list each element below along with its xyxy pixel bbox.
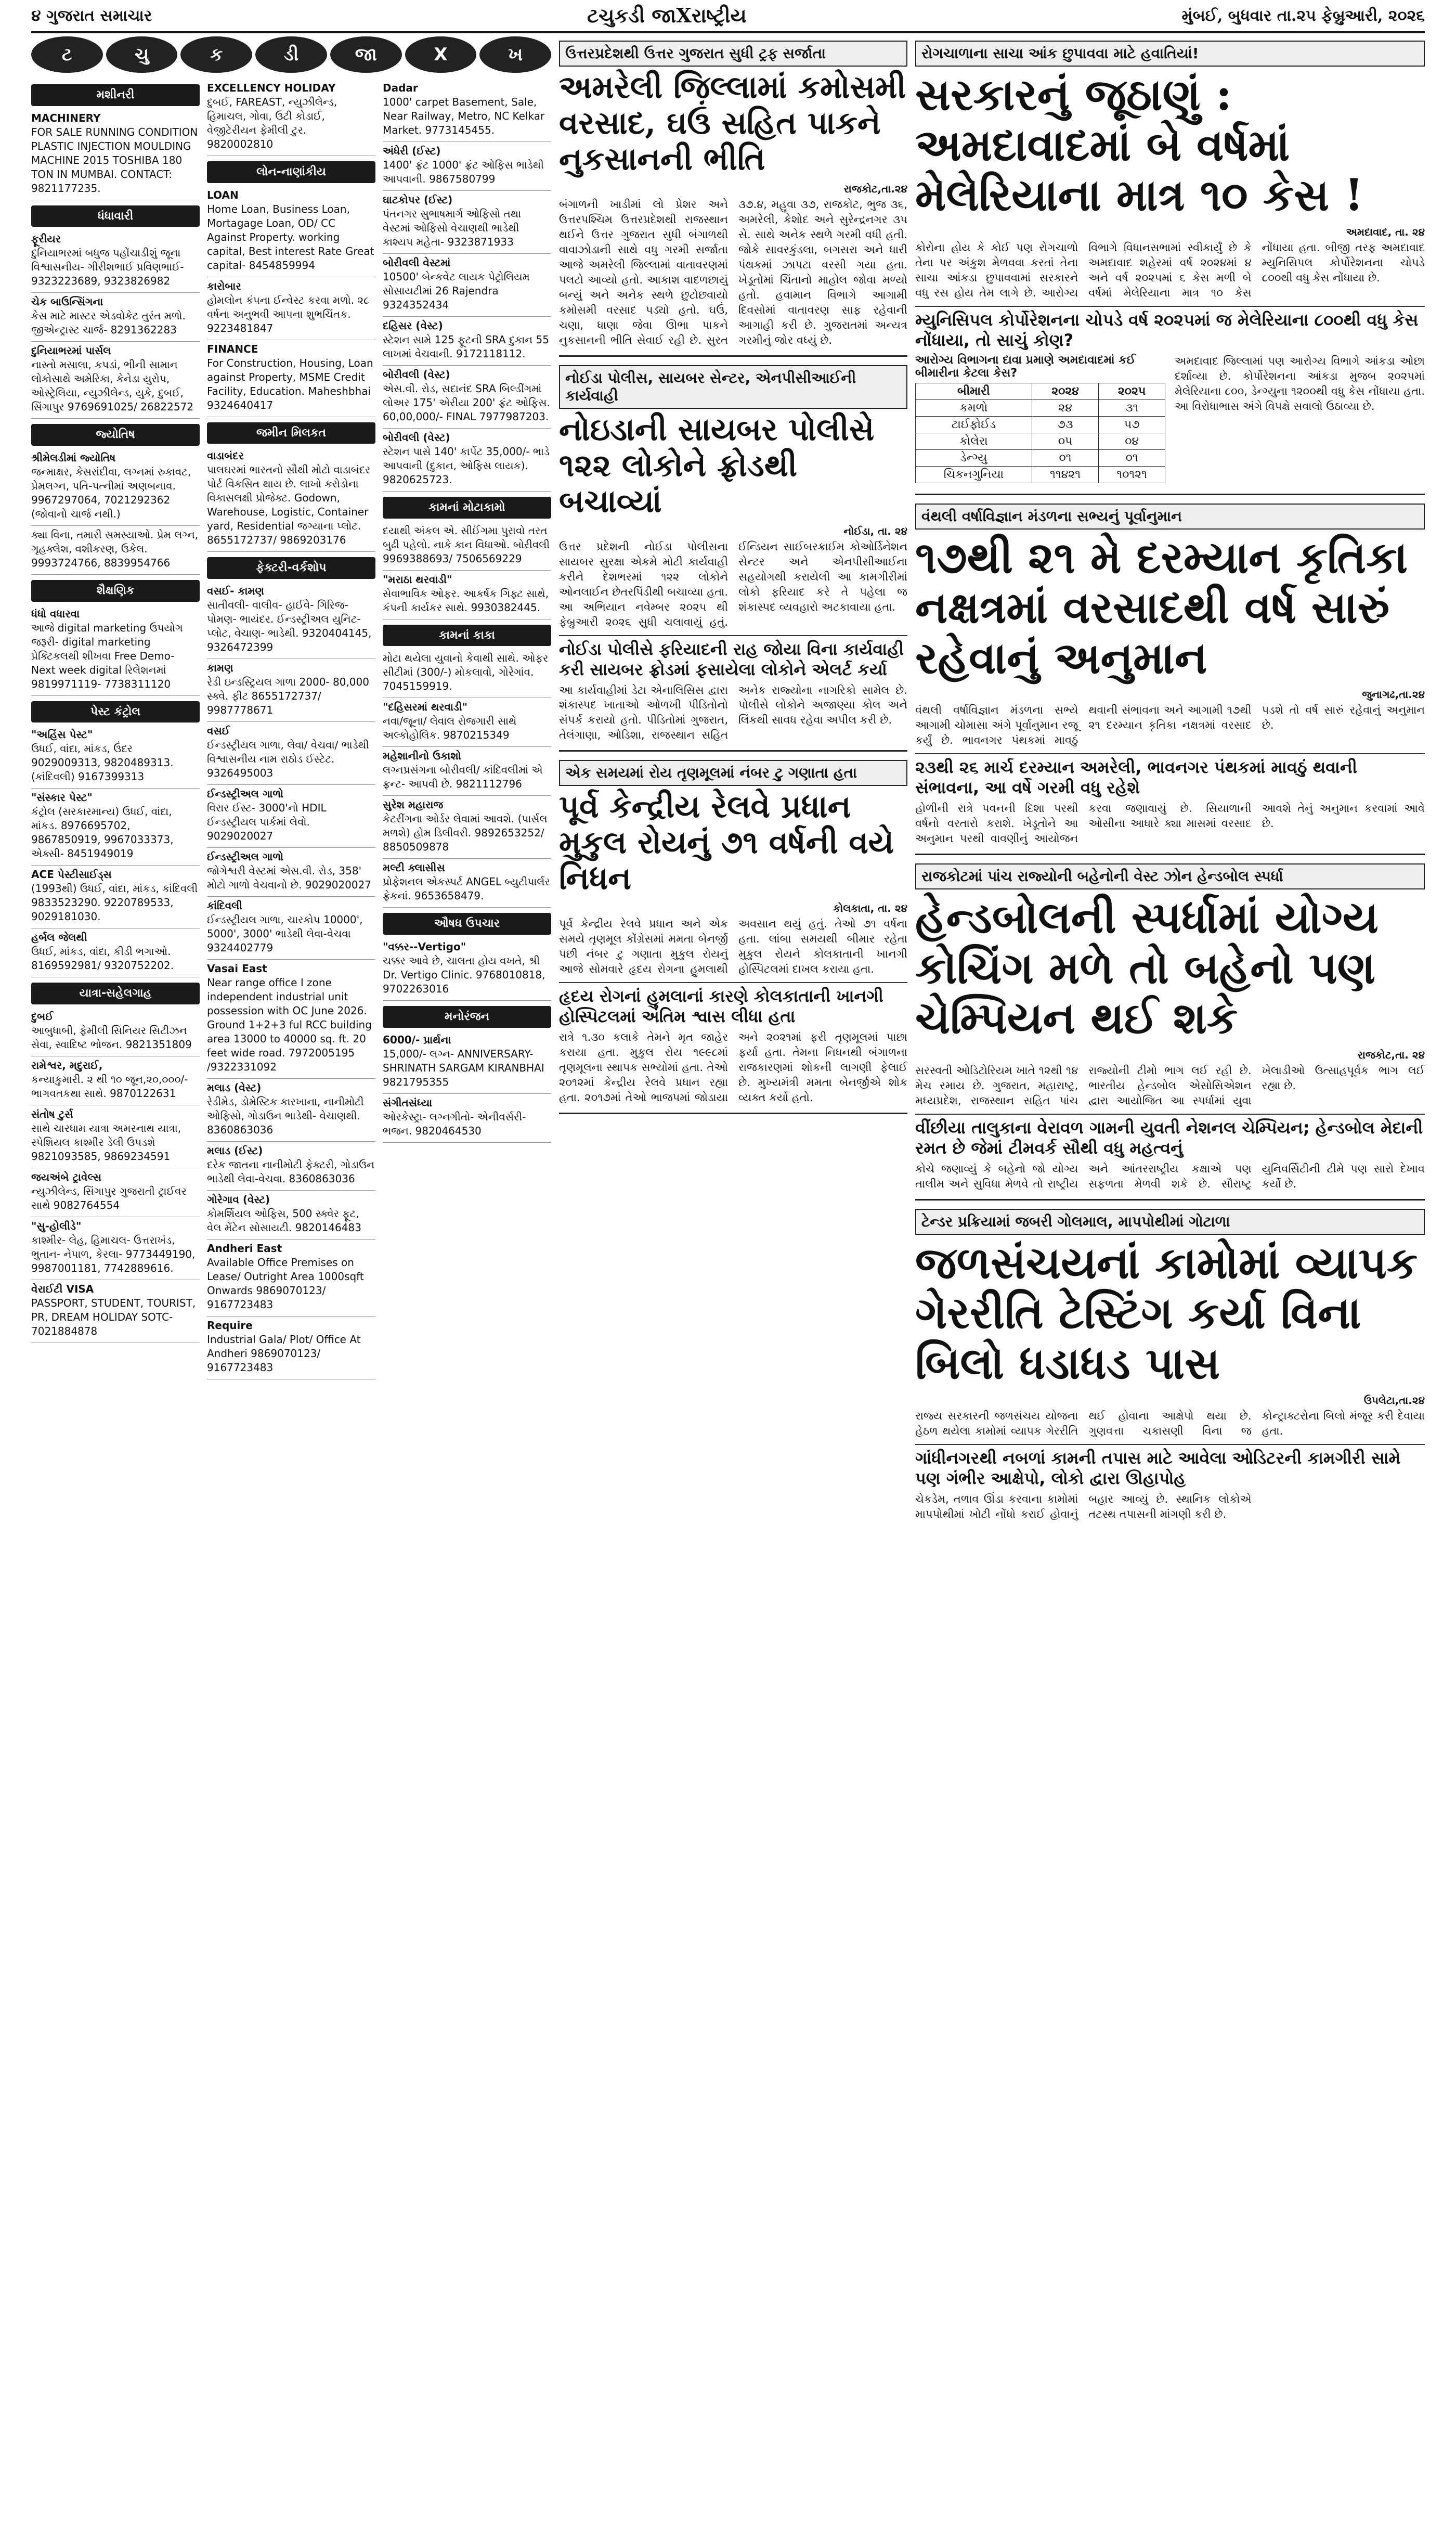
classified-ad	[383, 1094, 551, 1143]
classified-ad	[31, 342, 200, 419]
classified-ad	[207, 659, 375, 722]
subheadline: વીંછીયા તાલુકાના વેરાવળ ગામની યુવતી નેશનલ ચેમ્પિયન; હેન્ડબોલ મેદાની રમત છે જેમાં ટીમવર્ક સૌથી વધુ મહત્વનું	[915, 1114, 1425, 1158]
ad-text: દયાથી અંકલ એ. સીઈંગમા પુરાવો તરત બુઢી પહેલો. નાકે કાન વિધાઓ. બોરીવલી 9969388693/ 7506569229	[383, 524, 550, 565]
classified-ad	[31, 526, 200, 575]
classified-ad	[383, 317, 551, 366]
ad-heading: ઘાટકોપર (ઈસ્ટ)	[383, 193, 453, 206]
ad-text: ચક્કર આવે છે, ચાલતા હોય વખતે, શ્રી Dr. Vertigo Clinic. 9768010818, 9702263016	[383, 954, 545, 996]
classified-ad	[31, 1168, 200, 1217]
classified-category: જમીન મિલકત	[207, 422, 375, 444]
table-cell: ૦૧	[1099, 449, 1165, 466]
ad-text: કન્યાકુમારી. ૨ થી ૧૦ જૂન,૨૦,૦૦૦/- ભાગવતકથા સાથે. 9870122631	[31, 1073, 188, 1100]
table-cell: ૭૩	[1032, 416, 1098, 433]
headline: હેન્ડબોલની સ્પર્ધામાં યોગ્ય કોચિંગ મળે તો બહેનો પણ ચેમ્પિયન થઈ શકે	[915, 892, 1379, 1044]
classified-ad	[207, 1317, 375, 1379]
table-cell: ૦૫	[1032, 433, 1098, 449]
table-cell: ટાઈફોઈડ	[916, 416, 1032, 433]
table-cell: ૨૪	[1032, 399, 1098, 416]
classified-category: ધંધાવારી	[31, 205, 200, 227]
table-title: આરોગ્ય વિભાગના દાવા પ્રમાણે અમદાવાદમાં કઈ બીમારીના કેટલા કેસ?	[915, 353, 1136, 380]
ad-text: ઓરકેસ્ટ્રા- લગ્નગીતો- એનીવર્સરી- ભજન. 9820464530	[383, 1110, 526, 1137]
news-column-left	[559, 36, 907, 2523]
ad-heading: "સંસ્કાર પેસ્ટ"	[31, 791, 93, 804]
classified-ad	[207, 1240, 375, 1317]
article-body: કોરોના હોય કે કોઈ પણ રોગચાળો તેના પર અંકુશ મેળવવા કરતાં તેના સાચા આંકડા છુપાવવામાં સરકારને વધુ રસ હોય તેમ લાગે છે. આરોગ્ય વિભાગે વિધાનસભામાં સ્વીકાર્યું છે કે અમદાવાદ શહેરમાં વર્ષ ૨૦૨૪માં ૪ અને વર્ષ ૨૦૨૫માં ૬ કેસ મળી બે વર્ષમાં મેલેરિયાના માત્ર ૧૦ કેસ નોંધાયા હતા. બીજી તરફ અમદાવાદ મ્યુનિસિપલ કોર્પોરેશનના ચોપડે ૮૦૦થી વધુ કેસ નોંધાયા છે.	[915, 241, 1425, 299]
ad-text: Home Loan, Business Loan, Mortagage Loan, OD/ CC Against Property. working capital, Best interest Rate Great capital- 8454859994	[207, 202, 374, 272]
kicker: ઉત્તરપ્રદેશથી ઉત્તર ગુજરાત સુધી ટ્રફ સર્જાતા	[559, 41, 907, 67]
brand-letter: ક	[180, 36, 252, 73]
table-header: ૨૦૨૫	[1099, 383, 1165, 399]
ad-heading: મહેશાનીનો ઉકાશો	[383, 750, 461, 763]
classified-ad	[383, 79, 551, 142]
ad-heading: "સુ-હોલીડે"	[31, 1220, 82, 1233]
classifieds-brand	[31, 36, 551, 73]
subheadline: ગાંધીનગરથી નબળાં કામની તપાસ માટે આવેલા ઓડિટરની કામગીરી સામે પણ ગંભીર આક્ષેપો, લોકો દ્વારા ઊહાપોહ	[915, 1444, 1425, 1489]
ad-text: પ્રોફેશનલ એકસ્પર્ટ ANGEL બ્યુટીપાર્લર ફ્રેકનાં. 9653658479.	[383, 875, 550, 902]
table-cell: કોલેરા	[916, 433, 1032, 449]
classified-category: ફેક્ટરી-વર્કશોપ	[207, 557, 375, 579]
article-mukul-roy	[559, 756, 907, 1114]
ad-heading: વેરાઈટી VISA	[31, 1283, 94, 1296]
ad-heading: 6000/- પ્રાર્થના	[383, 1033, 451, 1046]
ad-text: દરેક જાતના નાનીમોટી ફેક્ટરી, ગોડાઉન ભાડેથી લેવા-વેચવા. 8360863036	[207, 1158, 375, 1185]
ad-text: પાલઘરમાં ભારતનો સૌથી મોટો વાડાબંદર પોર્ટ વિકસિત થાય છે. લાખો કરોડોના વિકાસલક્ષી પ્રોજેક્ટ. Godown, Warehouse, Logistic, Container yard, Residential જગ્યાના પ્લોટ. 8655172737/ 9869203176	[207, 463, 371, 547]
classified-ad	[207, 582, 375, 659]
ad-text: ઈન્ડસ્ટ્રીયલ ગાળા, ચારકોપ 10000', 5000', 3000' ભાડેથી લેવા-વેચવા 9324402779	[207, 913, 363, 954]
classified-ad	[31, 1217, 200, 1280]
table-cell: કમળો	[916, 399, 1032, 416]
table-cell: ૧૧૪૨૧	[1032, 466, 1098, 483]
ad-heading: ફૂરીયર	[31, 233, 61, 246]
brand-letter: ચુ	[106, 36, 178, 73]
classified-ad	[31, 1056, 200, 1105]
classified-ad	[383, 747, 551, 796]
table-row	[916, 466, 1165, 483]
dateline: અમદાવાદ, તા. ૨૪	[1346, 225, 1425, 238]
ad-text: આબુધાબી, ફેમીલી સિનિયર સિટીઝન સેવા, સ્વાદિષ્ટ ભોજન. 9821351809	[31, 1024, 192, 1051]
table-cell: ૧૦૧૨૧	[1099, 466, 1165, 483]
classified-category: મનોરંજન	[383, 1006, 551, 1028]
ad-text: નવા/જૂના/ લેવાલ રોજગારી સાથે અલ્કોહોલિક. 9870215349	[383, 715, 517, 742]
classified-ad	[383, 938, 551, 1001]
dateline: જુનાગઢ,તા.૨૪	[1362, 688, 1425, 701]
classified-ad	[207, 897, 375, 960]
ad-text: એસ.વી. રોડ, સદાનંદ SRA બિલ્ડીંગમાં લોઅર 175' એરીયા 200' ફ્રંટ ઓફિસ. 60,00,000/- FINAL 7977987203.	[383, 382, 550, 423]
ad-text: રેડી ઇન્ડસ્ટ્રિયલ ગાળા 2000- 80,000 સ્ક્વે. ફીટ 8655172737/ 9987778671	[207, 676, 369, 717]
brand-letter: ડી	[255, 36, 327, 73]
table-row	[916, 433, 1165, 449]
ad-heading: MACHINERY	[31, 111, 101, 124]
ad-heading: ઈન્ડસ્ટ્રીઅલ ગાળો	[207, 850, 283, 863]
classified-ad	[31, 726, 200, 789]
ad-heading: વસઈ	[207, 725, 230, 738]
ad-text: દુનિયાભરમાં બધુજ પહોંચાડીશું જૂના વિશ્વાસનીય- ગીરીશભાઈ પ્રવિણભાઈ- 9323223689, 9323826982	[31, 247, 184, 288]
brand-letter: જા	[330, 36, 402, 73]
ad-text: (1993થી) ઉધઈ, વાંદા, માંકડ, કાંદિવલી 9833523290. 9220789533, 9029181030.	[31, 882, 198, 923]
article-malaria	[915, 36, 1425, 495]
classified-ad	[207, 785, 375, 848]
classified-ad	[383, 254, 551, 317]
ad-text: 10500' બેન્કવેટ લાયક પેટ્રોલિયમ સોસાયટીમાં 26 Rajendra 9324352434	[383, 270, 530, 311]
article-body: આ કાર્યવાહીમાં ડેટા એનાલિસિસ દ્વારા શંકાસ્પદ ખાતાઓ ઓળખી પીડિતોનો સંપર્ક કરાયો હતો. પીડિતોમાં ગુજરાત, તેલંગાણા, ઓડિશા, રાજસ્થાન સહિત અનેક રાજ્યોના નાગરિકો સામેલ છે. પોલીસે લોકોને અજાણ્યા કોલ અને લિંકથી સાવધ રહેવા અપીલ કરી છે.	[559, 683, 907, 742]
classified-ad	[383, 366, 551, 429]
ad-text: Industrial Gala/ Plot/ Office At Andheri 9869070123/ 9167723483	[207, 1333, 361, 1374]
table-cell: ચિકનગુનિયા	[916, 466, 1032, 483]
ad-text: રેડીમેડ, ડોમેસ્ટિક કારખાના, નાનીમોટી ઓફિસો, ગોડાઉન ભાડેથી- વેચાણથી. 8360863036	[207, 1095, 364, 1137]
masthead-right: મુંબઈ, બુધવાર તા.૨૫ ફેબ્રુઆરી, ૨૦૨૬	[1181, 6, 1425, 25]
classified-ad	[383, 649, 551, 698]
kicker: રોગચાળાના સાચા આંક છુપાવવા માટે હવાતિયાં!	[915, 41, 1425, 67]
ad-heading: સંગીતસંધ્યા	[383, 1096, 433, 1109]
ad-text: મોટા થયેલા યુવાનો કેવાથી સાથે. ઓફર સીટીમાં (300/-) મોકલાવો, ગોરેગાંવ. 7045159919.	[383, 652, 549, 693]
headline: પૂર્વ કેન્દ્રીય રેલવે પ્રધાન મુકુલ રોયનું ૭૧ વર્ષની વયે નિધન	[559, 789, 894, 897]
masthead-center: ટચુકડી જાXરાષ્ટ્રીય	[587, 4, 747, 27]
ad-heading: ધંધો વધારવા	[31, 607, 80, 620]
ad-heading: અંધેરી (ઈસ્ટ)	[383, 145, 441, 157]
ad-text: સાતીવલી- વાલીવ- હાઈવે- ગિરિજ- પોમણ- ભાયંદર. ઈન્ડસ્ટ્રીઅલ યુનિટ- પ્લોટ, વેચાણ- ભાડેથી. 9320404145, 9326472399	[207, 599, 372, 654]
classified-ad	[31, 789, 200, 866]
brand-letter: ખ	[479, 36, 551, 73]
table-cell: ૫૭	[1099, 416, 1165, 433]
headline: અમરેલી જિલ્લામાં કમોસમી વરસાદ, ઘઉં સહિત પાકને નુકસાનની ભીતિ	[559, 69, 906, 177]
classified-category: શૈક્ષણિક	[31, 580, 200, 602]
ad-heading: કાંદિવલી	[207, 899, 243, 912]
ad-heading: રામેશ્વર, મદુરાઈ,	[31, 1059, 103, 1072]
ad-text: સાથે ચારધામ યાત્રા અમરનાથ યાત્રા, સ્પેશિયલ કાશ્મીર ડેલી ઉપડશે 9821093585, 9869234591	[31, 1122, 181, 1163]
ad-heading: "મરાઠા થરવાડી"	[383, 573, 452, 586]
table-row	[916, 416, 1165, 433]
classified-ad	[31, 866, 200, 928]
ad-text: Near range office I zone independent industrial unit possession with OC June 2026. Ground 1+2+3 ful RCC building area 13000 to 40000 sq. ft. 20 feet wide road. 7972005195 /9322331092	[207, 976, 372, 1074]
ad-heading: દુબઈ	[31, 1010, 54, 1023]
article-body: હોળીની રાત્રે પવનની દિશા પરથી વર્ષનો વરતારો કરાશે. ખેડૂતોને આ અનુમાન પરથી વાવણીનું આયોજન કરવા જણાવાયું છે. સિયાળાની ઓસીના આધારે ક્યા માસમાં વરસાદ આવશે તેનું અનુમાન કરવામાં આવે છે.	[915, 802, 1425, 845]
classified-category: પેસ્ટ કંટ્રોલ	[31, 701, 200, 723]
kicker: રાજકોટમાં પાંચ રાજ્યોની બહેનોની વેસ્ટ ઝોન હેન્ડબોલ સ્પર્ધા	[915, 863, 1425, 889]
ad-text: આજે digital marketing ઉપયોગ જરૂરી- digital marketing પ્રેક્ટિકલથી શીખવા Free Demo- Next week digital રિલેશનમાં 9819971119- 7738311120	[31, 621, 183, 690]
article-body: રાત્રે ૧.૩૦ કલાકે તેમને મૃત જાહેર કરાયા હતા. મુકુલ રોય ૧૯૯૮માં તૃણમૂલના સ્થાપક સભ્યોમાં હતા. તેઓ ૨૦૧૨માં કેન્દ્રીય રેલવે પ્રધાન રહ્યા હતા. ૨૦૧૭માં તેઓ ભાજપમાં જોડાયા અને ૨૦૨૧માં ફરી તૃણમૂલમાં પાછા ફર્યા હતા. તેમના નિધનથી બંગાળના રાજકારણમાં શોકની લાગણી ફેલાઈ છે. મુખ્યમંત્રી મમતા બેનર્જીએ શોક વ્યક્ત કર્યો હતો.	[559, 1031, 907, 1104]
article-noida-cyber	[559, 361, 907, 752]
brand-letter: ટ	[31, 36, 103, 73]
ad-heading: "વક્કર--Vertigo"	[383, 940, 466, 953]
ad-heading: જયઅંબે ટ્રાવેલ્સ	[31, 1171, 102, 1184]
classified-column	[383, 79, 551, 1379]
ad-text: નાસ્તો મસાલા, કપડાં, ભીની સામાન લોકોસાથે અમેરિકા, કેનેડા યુરોપ, ઓસ્ટ્રેલિયા, ન્યુઝીલેન્ડ, યુકે, દુબઈ, સિંગાપુર 9769691025/ 26822572	[31, 358, 194, 414]
ad-heading: FINANCE	[207, 342, 258, 355]
classified-ad	[383, 142, 551, 191]
ad-text: સ્ટેશન સામે 125 ફૂટની SRA દુકાન 55 લાખમાં વેચવાની. 9172118112.	[383, 333, 549, 360]
table-header: ૨૦૨૪	[1032, 383, 1098, 399]
headline: સરકારનું જૂઠાણું : અમદાવાદમાં બે વર્ષમાં મેલેરિયાના માત્ર ૧૦ કેસ !	[915, 69, 1364, 221]
table-row	[916, 449, 1165, 466]
classified-ad	[207, 340, 375, 417]
ad-heading: ચેક બાઉન્સિંગના	[31, 295, 103, 308]
ad-text: 15,000/- લગ્ન- ANNIVERSARY- SHRINATH SARGAM KIRANBHAI 9821795355	[383, 1047, 544, 1088]
ad-heading: ACE પેસ્ટીસાઈડ્સ	[31, 868, 112, 881]
article-body: કોચે જણાવ્યું કે બહેનો જો યોગ્ય તાલીમ અને સુવિધા મેળવે તો રાષ્ટ્રીય અને આંતરરાષ્ટ્રીય કક્ષાએ પણ સફળતા મેળવી શકે છે. સૌરાષ્ટ્ર યુનિવર્સિટીની ટીમે પણ સારો દેખાવ કર્યો છે.	[915, 1162, 1425, 1190]
ad-heading: શ્રીમેલડીમાં જ્યોતિષ	[31, 451, 116, 464]
ad-text: જન્માક્ષર, કેસરાંદીવા, લગ્નમાં રુકાવટ, પ્રેમલગ્ન, પતિ-પત્નીમાં અણબનાવ. 9967297064, 7021292362 (જોવાનો ચાર્જ નથી.)	[31, 466, 191, 521]
ad-text: દુબઈ, FAREAST, ન્યુઝીલેન્ડ, હિમાચલ, ગોવા, ઉટી કોડાઈ, વેજીટેરીયન ફેમીલી ટુર. 9820002810	[207, 96, 337, 150]
subheadline: હૃદય રોગનાં હુમલાનાં કારણે કોલકાતાની ખાનગી હોસ્પિટલમાં અંતિમ શ્વાસ લીધા હતા	[559, 982, 907, 1027]
table-header: બીમારી	[916, 383, 1032, 399]
ad-heading: કામણ	[207, 662, 233, 675]
ad-text: પંતનગર સુભાષમાર્ગ ઓફિસો તથા વેસ્ટમાં ઓફિસો વેચાણથી ભાડેથી કાશ્યપ મહેતા- 9323871933	[383, 208, 521, 248]
classified-category: કામનાં કાકા	[383, 625, 551, 647]
classified-category: લોન-નાણાંકીય	[207, 161, 375, 183]
ad-heading: LOAN	[207, 188, 239, 201]
classified-ad	[31, 109, 200, 200]
headline: જળસંચયનાં કામોમાં વ્યાપક ગેરરીતિ ટેસ્ટિંગ કર્યા વિના બિલો ધડાધડ પાસ	[915, 1236, 1418, 1389]
ad-text: કોમર્શિયલ ઓફિસ, 500 સ્ક્વેર ફૂટ, વેલ મેંટેન સોસાયટી. 9820146483	[207, 1207, 361, 1234]
table-cell: ડેન્ગ્યુ	[916, 449, 1032, 466]
ad-text: For Construction, Housing, Loan against Property, MSME Credit Facility, Education. Maheshbhai 9324640417	[207, 356, 373, 411]
ad-heading: "અહિંસ પેસ્ટ"	[31, 728, 93, 741]
disease-table	[915, 383, 1165, 483]
ad-heading: કારોબાર	[207, 279, 241, 292]
ad-text: ન્યુઝીલેન્ડ, સિંગાપુર ગુજરાતી ટ્રાઈવર સાથે 9082764554	[31, 1185, 187, 1212]
ad-text: ક્યા વિના, તમારી સમસ્યાઓ. પ્રેમ લગ્ન, ગૃહક્લેશ, વશીકરણ, ઉકેલ. 9993724766, 8839954766	[31, 528, 199, 570]
classified-category: જ્યોતિષ	[31, 424, 200, 446]
ad-text: Available Office Premises on Lease/ Outright Area 1000sqft Onwards 9869070123/ 9167723483	[207, 1256, 364, 1311]
article-body: ઉત્તર પ્રદેશની નોઈડા પોલીસના સાયબર સુરક્ષા એકમે મોટી કાર્યવાહી કરીને દેશભરમાં ૧૨૨ લોકોને ઓનલાઈન છેતરપિંડીથી બચાવ્યા હતા. આ અભિયાન નવેમ્બર ૨૦૨૫ થી ફેબ્રુઆરી ૨૦૨૬ સુધી ચલાવાયું હતું. ઈન્ડિયન સાઈબરક્રાઈમ કોઓર્ડિનેશન સેન્ટર અને એનપીસીઆઈના સહયોગથી કરાયેલી આ કામગીરીમાં લોકો ફરિયાદ કરે તે પહેલા જ શંકાસ્પદ વ્યવહારો અટકાવાયા હતા.	[559, 540, 907, 628]
classified-ad	[383, 571, 551, 620]
classified-ad	[207, 186, 375, 277]
ad-heading: મલ્ટી ક્લાસીસ	[383, 861, 445, 874]
dateline: રાજકોટ,તા. ૨૪	[1357, 1049, 1425, 1062]
classified-ad	[31, 928, 200, 977]
classified-ad	[31, 230, 200, 293]
ad-text: જોગેશ્વરી વેસ્ટમાં એસ.વી. રોડ, 358' મોટો ગાળો વેચવાનો છે. 9029020027	[207, 864, 372, 892]
table-cell: ૦૪	[1099, 433, 1165, 449]
ad-heading: બોરીવલી (વેસ્ટ)	[383, 431, 450, 444]
ad-heading: મલાડ (ઈસ્ટ)	[207, 1144, 263, 1157]
article-body: સરસ્વતી ઓડિટોરિયમ ખાતે ૧૨થી ૧૪ મેચ રમાય છે. ગુજરાત, મહારાષ્ટ્ર, મધ્યપ્રદેશ, રાજસ્થાન સહિત પાંચ રાજ્યોની ટીમો ભાગ લઈ રહી છે. ભારતીય હેન્ડબોલ એસોસિએશન દ્વારા આયોજિત આ સ્પર્ધામાં યુવા ખેલાડીઓ ઉત્સાહપૂર્વક ભાગ લઈ રહ્યા છે.	[915, 1064, 1425, 1107]
ad-text: ઉધઈ, વાંદા, માંકડ, ઉંદર 9029009313, 9820489313. (કાંદિવલી) 9167399313	[31, 742, 174, 783]
subheadline: નોઈડા પોલીસે ફરિયાદની રાહ જોયા વિના કાર્યવાહી કરી સાયબર ફ્રોડમાં ફસાયેલા લોકોને એલર્ટ કર્યા	[559, 635, 907, 680]
news-column-right	[915, 36, 1425, 2523]
classified-ad	[31, 1280, 200, 1343]
article-body: પૂર્વ કેન્દ્રીય રેલવે પ્રધાન અને એક સમયે તૃણમૂલ કોંગ્રેસમાં મમતા બેનર્જી પછી નંબર ટુ ગણાતા મુકુલ રોયનું આજે સોમવારે હૃદય રોગના હુમલાથી અવસાન થયું હતું. તેઓ ૭૧ વર્ષના હતા. લાંબા સમયથી બીમાર રહેતા મુકુલ રોયને કોલકાતાની ખાનગી હોસ્પિટલમાં દાખલ કરાયા હતા.	[559, 918, 907, 976]
dateline: રાજકોટ,તા.૨૪	[843, 183, 907, 195]
ad-text: FOR SALE RUNNING CONDITION PLASTIC INJECTION MOULDING MACHINE 2015 TOSHIBA 180 TON IN MUMBAI. CONTACT: 9821177235.	[31, 125, 198, 195]
ad-heading: EXCELLENCY HOLIDAY	[207, 82, 336, 94]
ad-text: કાશ્મીર- લેહ, હિમાચલ- ઉત્તરાખંડ, ભુતાન- નેપાળ, કેરલા- 9773449190, 9987001181, 7742889616.	[31, 1234, 196, 1275]
ad-text: કંટ્રોલ (સરકારમાન્ય) ઉધઈ, વાંદા, માંકડ. 8976695702, 9867850919, 9967033373, એક્સી- 8451949019	[31, 805, 174, 860]
dateline: કોલકાતા, તા. ૨૪	[833, 902, 907, 915]
ad-heading: સુરેશ મહારાજ	[383, 798, 444, 811]
ad-text: 1000' carpet Basement, Sale, Near Railway, Metro, NC Kelkar Market. 9773145455.	[383, 96, 545, 136]
article-body: ચેકડેમ, તળાવ ઊંડા કરવાના કામોમાં માપપોથીમાં ખોટી નોંધો કરાઈ હોવાનું બહાર આવ્યું છે. સ્થાનિક લોકોએ તટસ્થ તપાસની માંગણી કરી છે.	[915, 1492, 1252, 1520]
subheadline: મ્યુનિસિપલ કોર્પોરેશનના ચોપડે વર્ષ ૨૦૨૫માં જ મેલેરિયાના ૮૦૦થી વધુ કેસ નોંધાયા, તો સાચું કોણ?	[915, 306, 1425, 351]
dateline: ઉપલેટા,તા.૨૪	[1363, 1393, 1425, 1407]
classified-ad	[31, 449, 200, 526]
kicker: વંથલી વર્ષાવિજ્ઞાન મંડળના સભ્યનું પૂર્વાનુમાન	[915, 504, 1425, 530]
article-body: રાજ્ય સરકારની જળસંચય યોજના હેઠળ થયેલા કામોમાં વ્યાપક ગેરરીતિ થઈ હોવાના આક્ષેપો થયા છે. ગુણવત્તા ચકાસણી વિના જ કોન્ટ્રાક્ટરોના બિલો મંજૂર કરી દેવાયા હતા.	[915, 1409, 1425, 1437]
classified-ad	[383, 859, 551, 908]
classified-ad	[207, 722, 375, 785]
classified-column	[31, 79, 200, 1379]
ad-text: PASSPORT, STUDENT, TOURIST, PR, DREAM HOLIDAY SOTC- 7021884878	[31, 1297, 196, 1338]
classified-ad	[31, 1008, 200, 1056]
classified-category: મશીનરી	[31, 84, 200, 106]
kicker: નોઈડા પોલીસ, સાયબર સેન્ટર, એનપીસીઆઈની કાર્યવાહી	[559, 365, 907, 409]
ad-heading: "દહિસરમાં થરવાડી"	[383, 701, 468, 714]
classified-ad	[207, 447, 375, 552]
classifieds-grid	[31, 79, 551, 1379]
ad-heading: ગોરેગાવ (વેસ્ટ)	[207, 1193, 270, 1206]
classified-category: યાત્રા-સહેલગાહ	[31, 983, 200, 1004]
article-water-conservation	[915, 1205, 1425, 1529]
classified-ad	[207, 79, 375, 156]
classifieds-section	[31, 36, 551, 2523]
ad-heading: બોરીવલી વેસ્ટમાં	[383, 256, 451, 269]
ad-text: વિરાર ઈસ્ટ- 3000'નો HDIL ઈન્ડસ્ટ્રીયલ પાર્કમાં લેવો. 9029020027	[207, 802, 327, 843]
kicker: ટેન્ડર પ્રક્રિયામાં જબરી ગોલમાલ, માપપોથીમાં ગોટાળા	[915, 1209, 1425, 1235]
ad-text: 1400' ફ્રંટ 1000' ફ્રંટ ઓફિસ ભાડેથી આપવાની. 9867580799	[383, 159, 544, 185]
ad-text: કેટરીંગના ઓર્ડર લેવામાં આવશે. (પાર્સલ મળશે) હોમ ડિલીવરી. 9892653252/ 8850509878	[383, 812, 548, 854]
ad-text: ઈન્ડસ્ટ્રીયલ ગાળા, લેવા/ વેચવા/ ભાડેથી વિશ્વાસનીય નામ રાઠોડ ઈસ્ટેટ. 9326495003	[207, 739, 369, 780]
kicker: એક સમયમાં રોય તૃણમૂલમાં નંબર ટુ ગણાતા હતા	[559, 760, 907, 786]
headline: નોઇડાની સાયબર પોલીસે ૧૨૨ લોકોને ફ્રોડથી બચાવ્યાં	[559, 411, 875, 520]
classified-ad	[207, 1142, 375, 1191]
ad-heading: બોરીવલી (વેસ્ટ)	[383, 368, 450, 381]
ad-heading: Dadar	[383, 82, 418, 94]
classified-ad	[31, 293, 200, 342]
article-monsoon-forecast	[915, 499, 1425, 856]
dateline: નોઈડા, તા. ૨૪	[843, 524, 907, 537]
classified-ad	[207, 960, 375, 1079]
classified-ad	[383, 1031, 551, 1094]
classified-ad	[31, 605, 200, 696]
ad-heading: Require	[207, 1319, 253, 1332]
ad-heading: દુનિયાભરમાં પાર્સલ	[31, 344, 111, 357]
masthead-left: ૪ ગુજરાત સમાચાર	[31, 6, 152, 25]
ad-heading: વસઈ- કામણ	[207, 585, 264, 598]
classified-ad	[207, 1191, 375, 1240]
ad-heading: સંતોષ ટુર્સ	[31, 1108, 73, 1121]
article-body: બંગાળની ખાડીમાં લો પ્રેશર અને ઉત્તરપશ્ચિમ ઉત્તરપ્રદેશથી રાજસ્થાન થઈને ઉત્તર ગુજરાત સુધી બંગાળથી વાવાઝોડાની સાથે વધુ ગરમી સર્જાતા આજે અમરેલી જિલ્લામાં વાતાવરણમાં પલટો આવ્યો હતો. આકાશ વાદળછાયું બન્યું અને અનેક સ્થળે છુટોછવાયો કમોસમી વરસાદ પડ્યો હતો. ઘઉં, ચણા, ધાણા જેવા ઊભા પાકને નુકસાનની ભીતિ સેવાઈ રહી છે. સુરત ૩૭.૪, મહુવા ૩૭, રાજકોટ, ભુજ ૩૬, અમરેલી, કેશોદ અને સુરેન્દ્રનગર ૩૫ સે. સાથે અનેક સ્થળે ગરમી વધી હતી. જોકે સાવરકુંડલા, બગસરા અને ધારી પંથકમાં ઝાપટા વરસી ગયા હતા. ખેડૂતોમાં ચિંતાનો માહોલ જોવા મળ્યો હતો. હવામાન વિભાગે આગામી દિવસોમાં વાતાવરણ સાફ રહેવાની આગાહી કરી છે. ગુજરાતમાં અન્યત્ર ગરમીનું જોર વધ્યું છે.	[559, 198, 907, 346]
classified-category: કામનાં મોટાકામો	[383, 497, 551, 519]
article-amreli-rain	[559, 36, 907, 357]
article-body: અમદાવાદ જિલ્લામાં પણ આરોગ્ય વિભાગે આંકડા ઓછા દર્શાવ્યા છે. કોર્પોરેશનના આંકડા મુજબ ૨૦૨૫માં મેલેરિયાના ૮૦૦, ડેન્ગ્યુના ૧૨૦૦થી વધુ કેસ નોંધાયા હતા. આ વિરોધાભાસ અંગે વિપક્ષે સવાલો ઉઠાવ્યા છે.	[1175, 354, 1425, 412]
ad-text: લગ્નપ્રસંગના બોરીવલી/ કાંદિવલીમાં એ ફ્રન્ટ- આપવી છે. 9821112796	[383, 764, 543, 791]
ad-text: કેસ માટે માસ્ટર એડવોકેટ તુરંત મળો. જીએન્ટ્રાસ્ટ ચાર્જ- 8291362283	[31, 309, 186, 337]
classified-ad	[207, 1079, 375, 1142]
masthead	[31, 0, 1425, 33]
classified-ad	[383, 429, 551, 492]
table-cell: ૩૧	[1099, 399, 1165, 416]
ad-text: સેવાભાવિક ઓફર. આકર્ષક ગિફ્ટ સાથે, કંપની કાર્યકર સાથે. 9930382445.	[383, 587, 549, 614]
ad-heading: Vasai East	[207, 962, 267, 975]
table-cell: ૦૧	[1032, 449, 1098, 466]
classified-category: ઔષધ ઉપચાર	[383, 913, 551, 935]
ad-heading: વાડાબંદર	[207, 449, 244, 462]
classified-ad	[207, 277, 375, 340]
classified-ad	[31, 1105, 200, 1168]
classified-ad	[383, 796, 551, 859]
classified-ad	[383, 191, 551, 254]
ad-heading: મલાડ (વેસ્ટ)	[207, 1081, 262, 1094]
ad-text: સ્ટેશન પાસે 140' કાર્પેટ 35,000/- ભાડે આપવાની (દુકાન, ઓફિસ લાયક). 9820625723.	[383, 445, 550, 486]
ad-text: ઉધઈ, માંકડ, વાંદા, કીડી ભગાઓ. 8169592981/ 9320752202.	[31, 945, 174, 972]
article-handball	[915, 859, 1425, 1201]
table-row	[916, 399, 1165, 416]
subheadline: ૨૩થી ૨૬ માર્ચ દરમ્યાન અમરેલી, ભાવનગર પંથકમાં માવઠું થવાની સંભાવના, આ વર્ષે ગરમી વધુ રહેશે	[915, 753, 1425, 798]
classified-ad	[207, 848, 375, 897]
ad-heading: Andheri East	[207, 1242, 282, 1255]
ad-heading: હર્બલ જેલથી	[31, 931, 87, 944]
article-body: વંથલી વર્ષાવિજ્ઞાન મંડળના સભ્યે આગામી ચોમાસા અંગે પૂર્વાનુમાન રજૂ કર્યું છે. ભાવનગર પંથકમાં માવઠું થવાની સંભાવના અને આગામી ૧૭થી ૨૧ દરમ્યાન કૃતિકા નક્ષત્રમાં વરસાદ પડશે તો વર્ષ સારું રહેવાનું અનુમાન છે.	[915, 704, 1425, 747]
ad-heading: દહિસર (વેસ્ટ)	[383, 319, 443, 332]
ad-text: હોમલોન કંપના ઈન્વેસ્ટ કરવા મળો. ૨૮ વર્ષના અનુભવી આપના શુભચિંતક. 9223481847	[207, 293, 370, 334]
classified-ad	[383, 522, 551, 571]
classified-column	[207, 79, 375, 1379]
brand-letter: X	[405, 36, 477, 73]
classified-ad	[383, 698, 551, 747]
ad-heading: ઈન્ડસ્ટ્રીઅલ ગાળો	[207, 788, 283, 801]
headline: ૧૭થી ૨૧ મે દરમ્યાન કૃતિકા નક્ષત્રમાં વરસાદથી વર્ષ સારું રહેવાનું અનુમાન	[915, 531, 1408, 683]
